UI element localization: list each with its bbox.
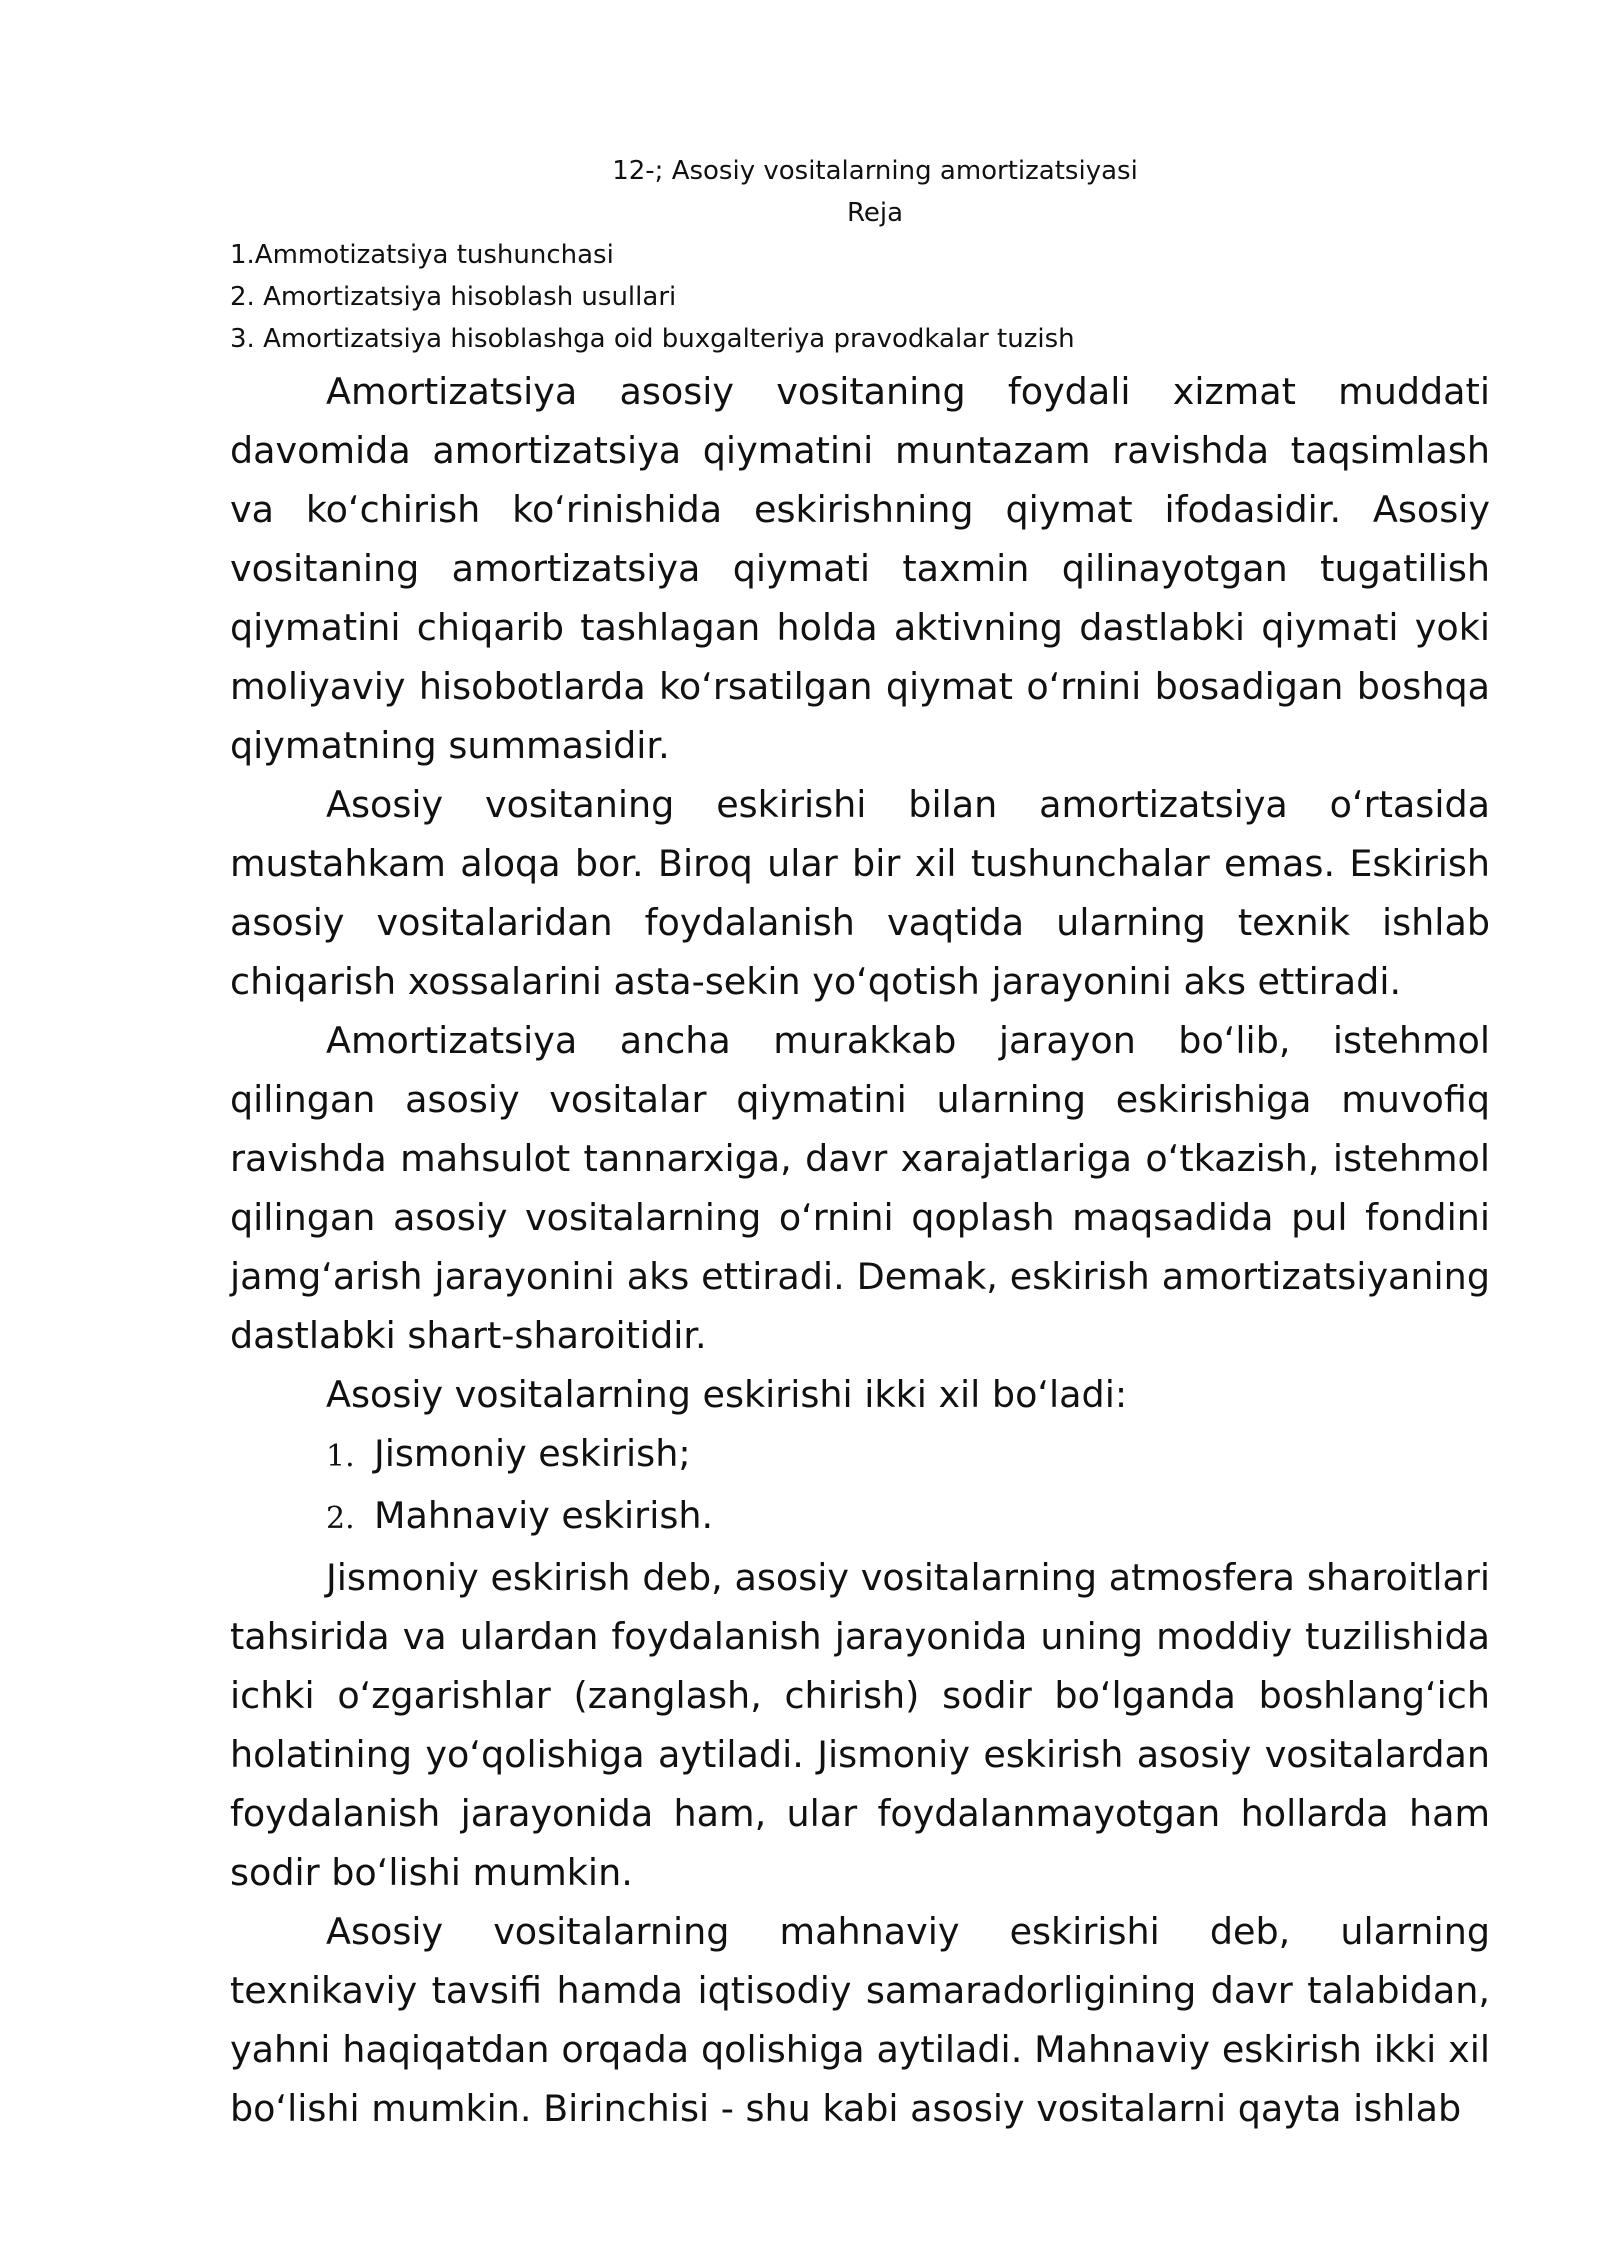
list-text: Jismoniy eskirish;: [374, 1432, 691, 1475]
plan-heading: Reja: [846, 198, 904, 228]
paragraph: Asosiy vositalarning mahnaviy eskirishi deb, ularning texnikaviy tavsifi hamda iqtisodiy samaradorligining davr talabidan, yahni haqiqatdan orqada qolishiga aytiladi. Mahnaviy eskirish ikki xil boʻlishi mumkin. Birinchisi - shu kabi asosiy vositalarni qayta ishlab: [230, 1910, 1490, 2130]
plan-item: 1.Ammotizatsiya tushunchasi: [230, 240, 614, 270]
paragraph: Amortizatsiya asosiy vositaning foydali xizmat muddati davomida amortizatsiya qiymatini muntazam ravishda taqsimlash va koʻchirish koʻrinishida eskirishning qiymat ifodasidir. Asosiy vositaning amortizatsiya qiymati taxmin qilinayotgan tugatilish qiymatini chiqarib tashlagan holda aktivning dastlabki qiymati yoki moliyaviy hisobotlarda koʻrsatilgan qiymat oʻrnini bosadigan boshqa qiymatning summasidir.: [230, 370, 1490, 767]
list-text: Mahnaviy eskirish.: [374, 1494, 714, 1537]
body-text: [230, 362, 1490, 2138]
list-number: 1.: [326, 1439, 355, 1474]
paragraph: Amortizatsiya ancha murakkab jarayon boʻlib, istehmol qilingan asosiy vositalar qiymatini ularning eskirishiga muvofiq ravishda mahsulot tannarxiga, davr xarajatlariga oʻtkazish, istehmol qilingan asosiy vositalarning oʻrnini qoplash maqsadida pul fondini jamgʻarish jarayonini aks ettiradi. Demak, eskirish amortizatsiyaning dastlabki shart-sharoitidir.: [230, 1019, 1490, 1357]
plan-item: 2. Amortizatsiya hisoblash usullari: [230, 282, 677, 312]
paragraph: Asosiy vositaning eskirishi bilan amortizatsiya oʻrtasida mustahkam aloqa bor. Biroq ular bir xil tushunchalar emas. Eskirish asosiy vositalaridan foydalanish vaqtida ularning texnik ishlab chiqarish xossalarini asta-sekin yoʻqotish jarayonini aks ettiradi.: [230, 783, 1490, 1003]
paragraph: Asosiy vositalarning eskirishi ikki xil boʻladi:: [326, 1373, 1128, 1416]
list-item: [230, 1424, 1490, 1486]
list-number: 2.: [326, 1501, 355, 1536]
wear-types-list: [230, 1424, 1490, 1548]
plan-item: 3. Amortizatsiya hisoblashga oid buxgalteriya pravodkalar tuzish: [230, 324, 1075, 354]
paragraph: Jismoniy eskirish deb, asosiy vositalarning atmosfera sharoitlari tahsirida va ulardan foydalanish jarayonida uning moddiy tuzilishida ichki oʻzgarishlar (zanglash, chirish) sodir boʻlganda boshlangʻich holatining yoʻqolishiga aytiladi. Jismoniy eskirish asosiy vositalardan foydalanish jarayonida ham, ular foydalanmayotgan hollarda ham sodir boʻlishi mumkin.: [230, 1556, 1490, 1894]
document-content: [230, 150, 1490, 2138]
list-item: [230, 1486, 1490, 1548]
document-title: 12-; Asosiy vositalarning amortizatsiyasi: [612, 156, 1138, 186]
plan-list: [230, 234, 1490, 360]
